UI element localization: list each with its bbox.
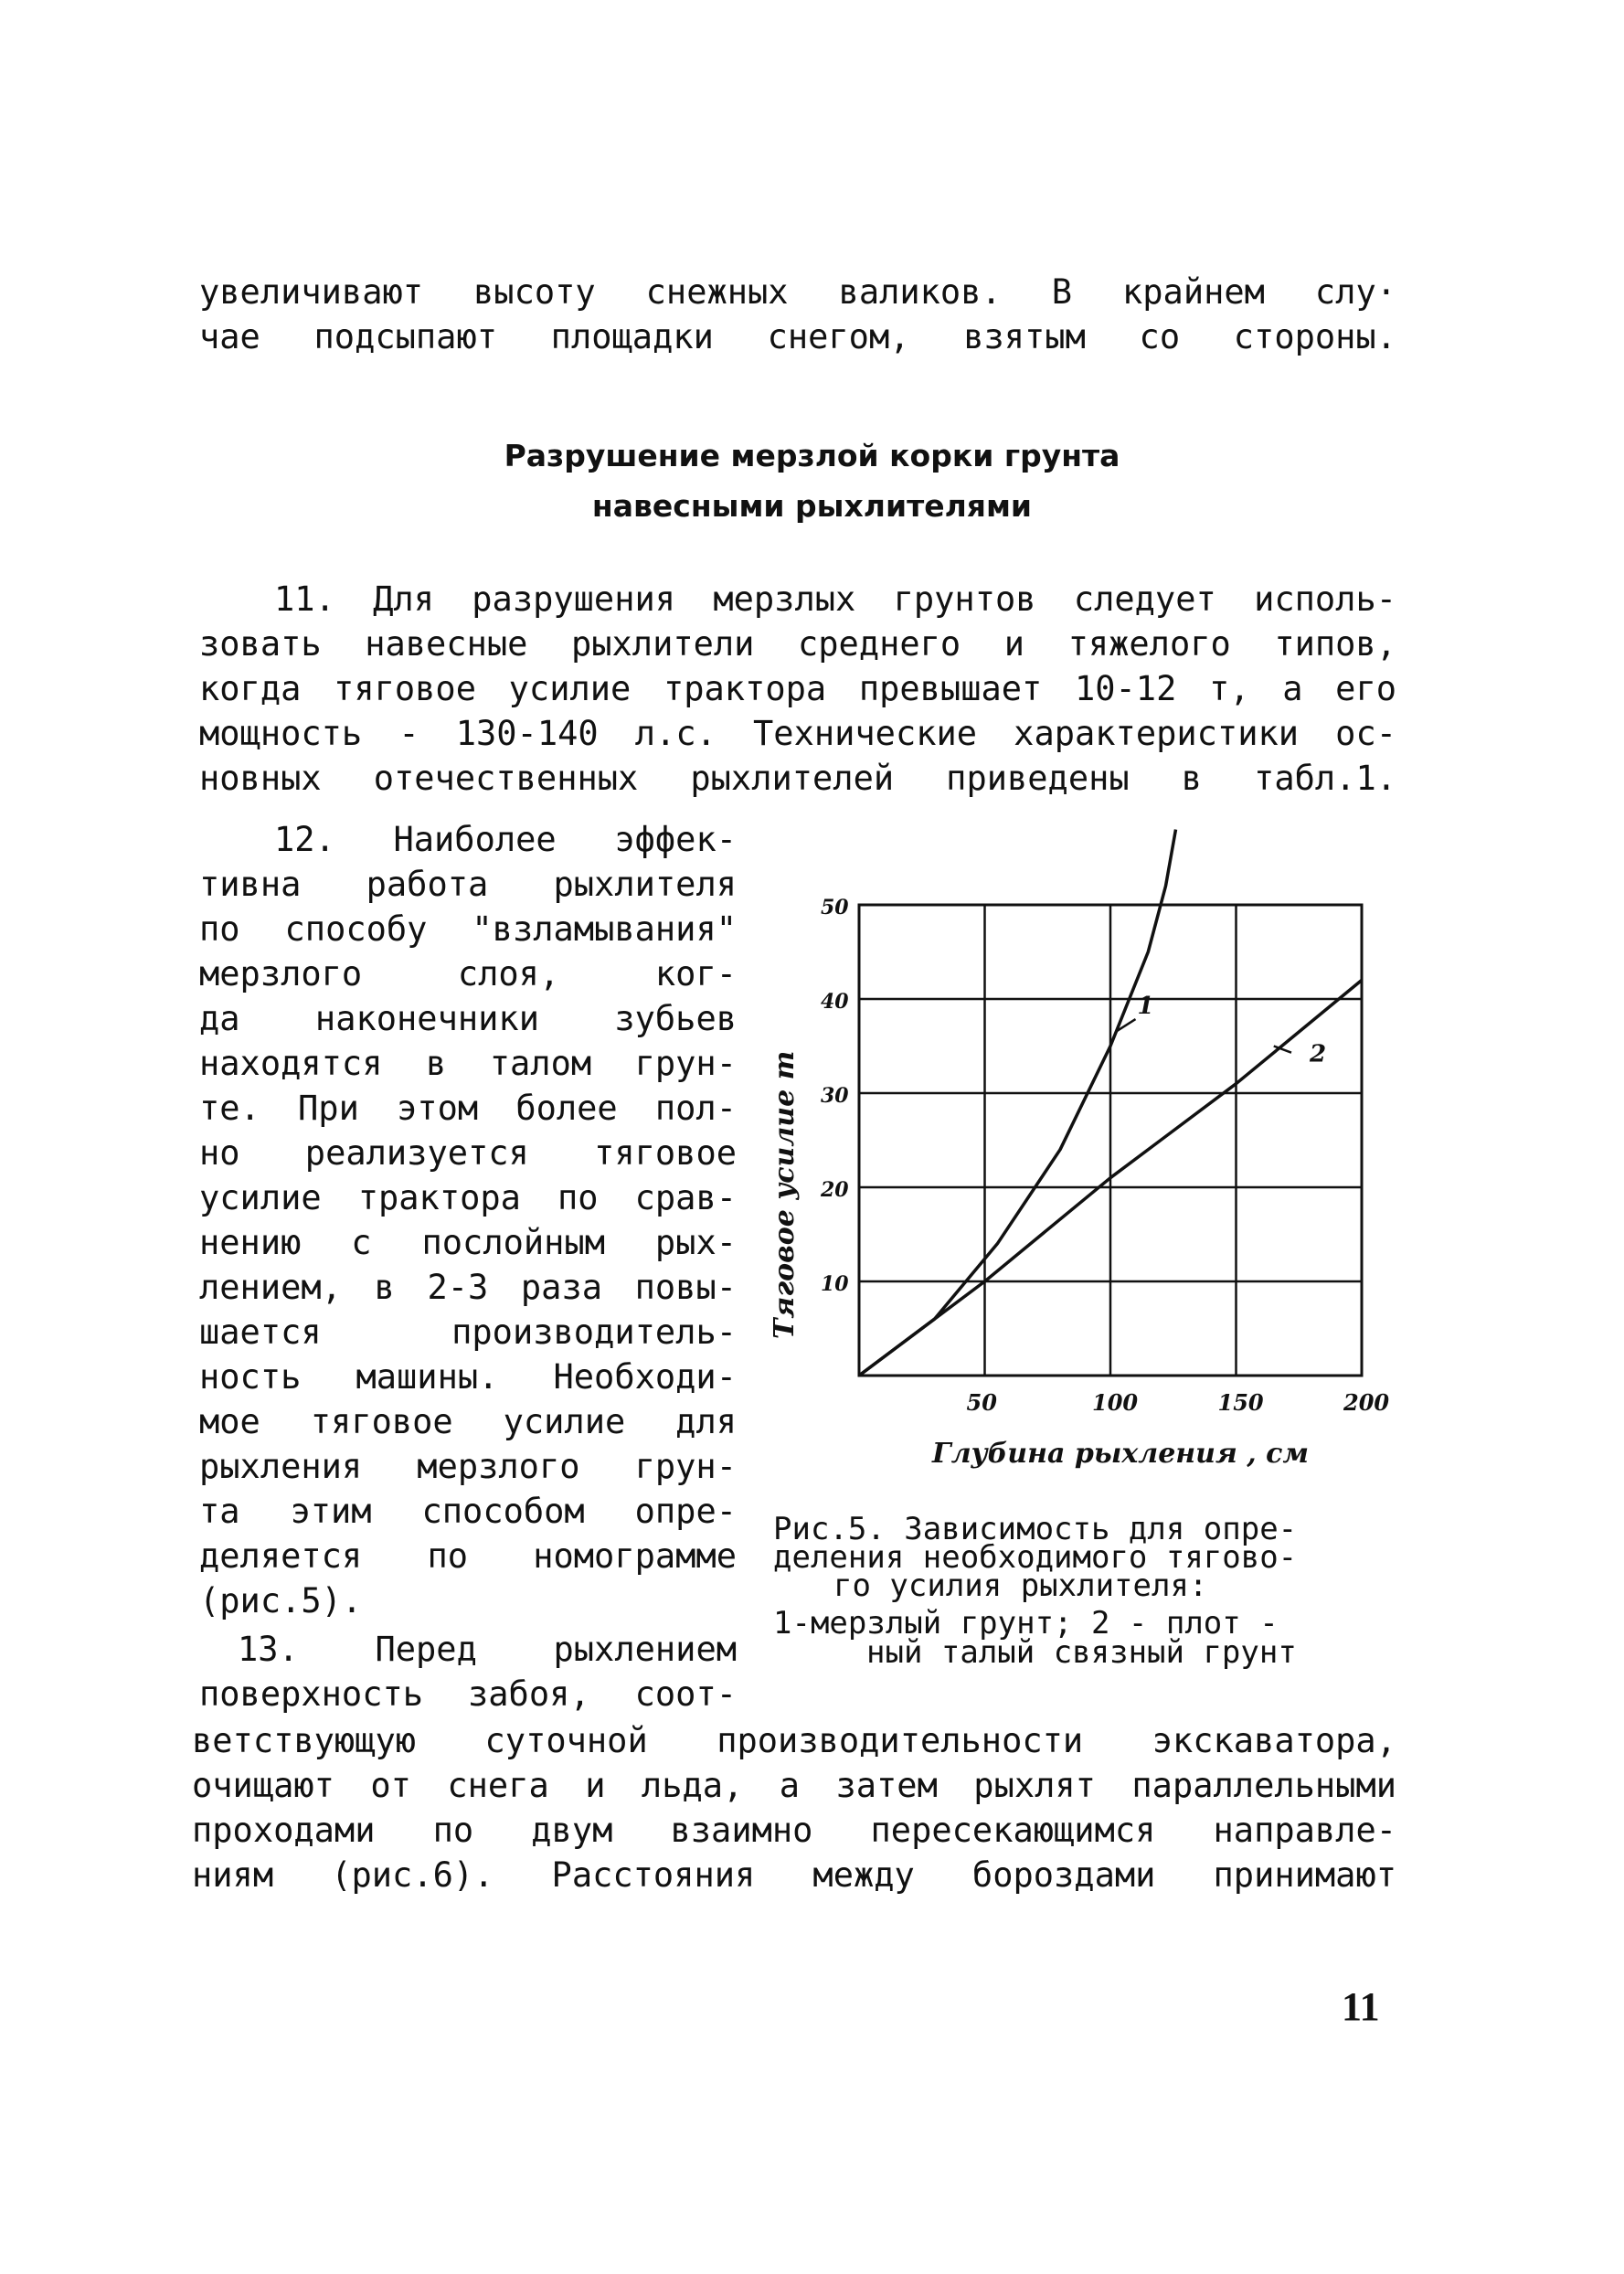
paragraph-11-line: 11. Для разрушения мерзлых грунтов следует исполь- [274, 579, 1396, 619]
paragraph-12-line: да наконечники зубьев [199, 999, 737, 1038]
x-axis-label: Глубина рыхления , см [932, 1438, 1309, 1470]
y-tick-label: 20 [821, 1178, 849, 1202]
paragraph-12-line: 12. Наиболее эффек- [274, 820, 737, 859]
paragraph-12-line: но реализуется тяговое [199, 1133, 737, 1173]
paragraph-12-line: лением, в 2-3 раза повы- [199, 1268, 737, 1307]
series-label-2: 2 [1310, 1040, 1327, 1068]
x-tick-label: 100 [1092, 1389, 1139, 1416]
y-tick-label: 30 [821, 1084, 849, 1108]
paragraph-13-line: ветствующую суточной производительности экскаватора, [192, 1721, 1396, 1760]
paragraph-13-line: проходами по двум взаимно пересекающимся направле- [192, 1811, 1396, 1850]
page-number: 11 [1342, 1984, 1380, 2029]
figure-caption-line: 1-мерзлый грунт; 2 - плот - [773, 1605, 1279, 1642]
paragraph-12-line: рыхления мерзлого грун- [199, 1447, 737, 1486]
paragraph-12-line: по способу "взламывания" [199, 909, 737, 949]
figure-caption-line: го усилия рыхлителя: [833, 1567, 1208, 1604]
paragraph-11-line: мощность - 130-140 л.с. Технические характеристики ос- [199, 714, 1396, 753]
paragraph-12-line: усилие трактора по срав- [199, 1178, 737, 1217]
y-axis-label: Тяговое усилие т [769, 1050, 801, 1339]
paragraph-12-line: ность машины. Необходи- [199, 1357, 737, 1397]
x-tick-label: 50 [966, 1389, 997, 1416]
paragraph-12-line: деляется по номограмме [199, 1536, 737, 1576]
paragraph-13-line: очищают от снега и льда, а затем рыхлят параллельными [192, 1766, 1396, 1805]
section-heading: Разрушение мерзлой корки грунта [504, 438, 1120, 473]
y-tick-label: 50 [821, 896, 849, 919]
paragraph-13-line: ниям (рис.6). Расстояния между бороздами принимают [192, 1855, 1396, 1895]
y-tick-label: 10 [821, 1272, 849, 1296]
y-tick-label: 40 [821, 990, 849, 1014]
paragraph-13-line: 13. Перед рыхлением [238, 1630, 737, 1669]
x-tick-label: 150 [1217, 1389, 1264, 1416]
paragraph-12-line: находятся в талом грун- [199, 1044, 737, 1083]
paragraph-12-line: мое тяговое усилие для [199, 1402, 737, 1441]
x-tick-label: 200 [1343, 1389, 1390, 1416]
text-line: чае подсыпают площадки снегом, взятым со стороны. [199, 317, 1396, 356]
section-heading: навесными рыхлителями [591, 488, 1033, 524]
paragraph-11-line: зовать навесные рыхлители среднего и тяжелого типов, [199, 624, 1396, 664]
paragraph-12-line: та этим способом опре- [199, 1492, 737, 1531]
paragraph-11-line: когда тяговое усилие трактора превышает 10-12 т, а его [199, 669, 1396, 708]
paragraph-12-line: те. При этом более пол- [199, 1089, 737, 1128]
paragraph-12-line: (рис.5). [199, 1581, 363, 1620]
paragraph-11-line: новных отечественных рыхлителей приведены в табл.1. [199, 759, 1396, 798]
paragraph-12-line: тивна работа рыхлителя [199, 865, 737, 904]
text-line: увеличивают высоту снежных валиков. В крайнем слу· [199, 272, 1396, 312]
figure-caption-line: ный талый связный грунт [866, 1634, 1297, 1671]
paragraph-12-line: мерзлого слоя, ког- [199, 954, 737, 994]
paragraph-13-line: поверхность забоя, соот- [199, 1674, 737, 1714]
paragraph-12-line: нению с послойным рых- [199, 1223, 737, 1262]
paragraph-12-line: шается производитель- [199, 1312, 737, 1352]
figure-caption-line: Рис.5. Зависимость для опре- [773, 1511, 1298, 1547]
series-line-1 [859, 830, 1176, 1376]
series-label-1: 1 [1137, 992, 1154, 1020]
figure-caption-line: деления необходимого тягово- [773, 1539, 1298, 1576]
